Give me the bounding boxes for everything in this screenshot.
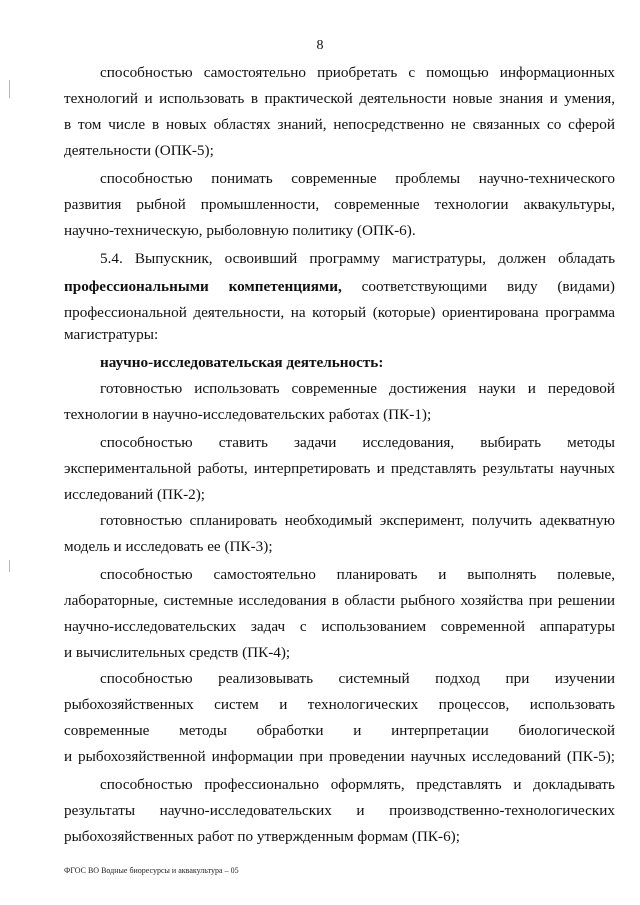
bold-term: профессиональными компетенциями, bbox=[64, 278, 342, 295]
text-line: технологии в научно-исследовательских работах (ПК-1); bbox=[64, 406, 432, 423]
text-line: технологий и использовать в практической деятельности новые знания и умения, bbox=[64, 90, 615, 107]
section-heading: научно-исследовательская деятельность: bbox=[100, 354, 384, 371]
text-line: 5.4. Выпускник, освоивший программу магистратуры, должен обладать bbox=[100, 250, 615, 267]
text-line: результаты научно-исследовательских и производственно-технологических bbox=[64, 802, 615, 819]
text-line: способностью реализовывать системный подход при изучении bbox=[100, 670, 615, 687]
text-line bbox=[64, 278, 615, 296]
text-line: способностью профессионально оформлять, представлять и докладывать bbox=[100, 776, 615, 793]
text-line: способностью самостоятельно планировать и выполнять полевые, bbox=[100, 566, 615, 583]
text-line: и рыбохозяйственной информации при проведении научных исследований (ПК-5); bbox=[64, 748, 615, 765]
left-margin-mark bbox=[9, 80, 10, 98]
text-line: и вычислительных средств (ПК-4); bbox=[64, 644, 291, 661]
text-line: исследований (ПК-2); bbox=[64, 486, 206, 503]
text-run: соответствующими виду (видами) bbox=[361, 278, 615, 295]
text-line: научно-техническую, рыболовную политику (ОПК-6). bbox=[64, 222, 416, 239]
page-number: 8 bbox=[316, 38, 324, 53]
text-line: развития рыбной промышленности, современные технологии аквакультуры, bbox=[64, 196, 615, 213]
text-line: готовностью использовать современные достижения науки и передовой bbox=[100, 380, 615, 397]
document-footer: ФГОС ВО Водные биоресурсы и аквакультура – 05 bbox=[64, 866, 239, 875]
text-line: способностью понимать современные проблемы научно-технического bbox=[100, 170, 615, 187]
text-line: рыбохозяйственных систем и технологических процессов, использовать bbox=[64, 696, 615, 713]
text-line: магистратуры: bbox=[64, 326, 159, 343]
text-line: способностью самостоятельно приобретать с помощью информационных bbox=[100, 64, 615, 81]
left-margin-mark bbox=[9, 560, 10, 572]
text-line: в том числе в новых областях знаний, непосредственно не связанных со сферой bbox=[64, 116, 615, 133]
text-line: способностью ставить задачи исследования, выбирать методы bbox=[100, 434, 615, 451]
text-line: лабораторные, системные исследования в области рыбного хозяйства при решении bbox=[64, 592, 615, 609]
text-line: рыбохозяйственных работ по утвержденным формам (ПК-6); bbox=[64, 828, 460, 845]
text-line: современные методы обработки и интерпретации биологической bbox=[64, 722, 615, 739]
text-line: модель и исследовать ее (ПК-3); bbox=[64, 538, 273, 555]
text-line: деятельности (ОПК-5); bbox=[64, 142, 214, 159]
text-line: готовностью спланировать необходимый эксперимент, получить адекватную bbox=[100, 512, 615, 529]
text-line: экспериментальной работы, интерпретировать и представлять результаты научных bbox=[64, 460, 615, 477]
text-line: научно-исследовательских задач с использованием современной аппаратуры bbox=[64, 618, 615, 635]
text-line: профессиональной деятельности, на который (которые) ориентирована программа bbox=[64, 304, 615, 321]
